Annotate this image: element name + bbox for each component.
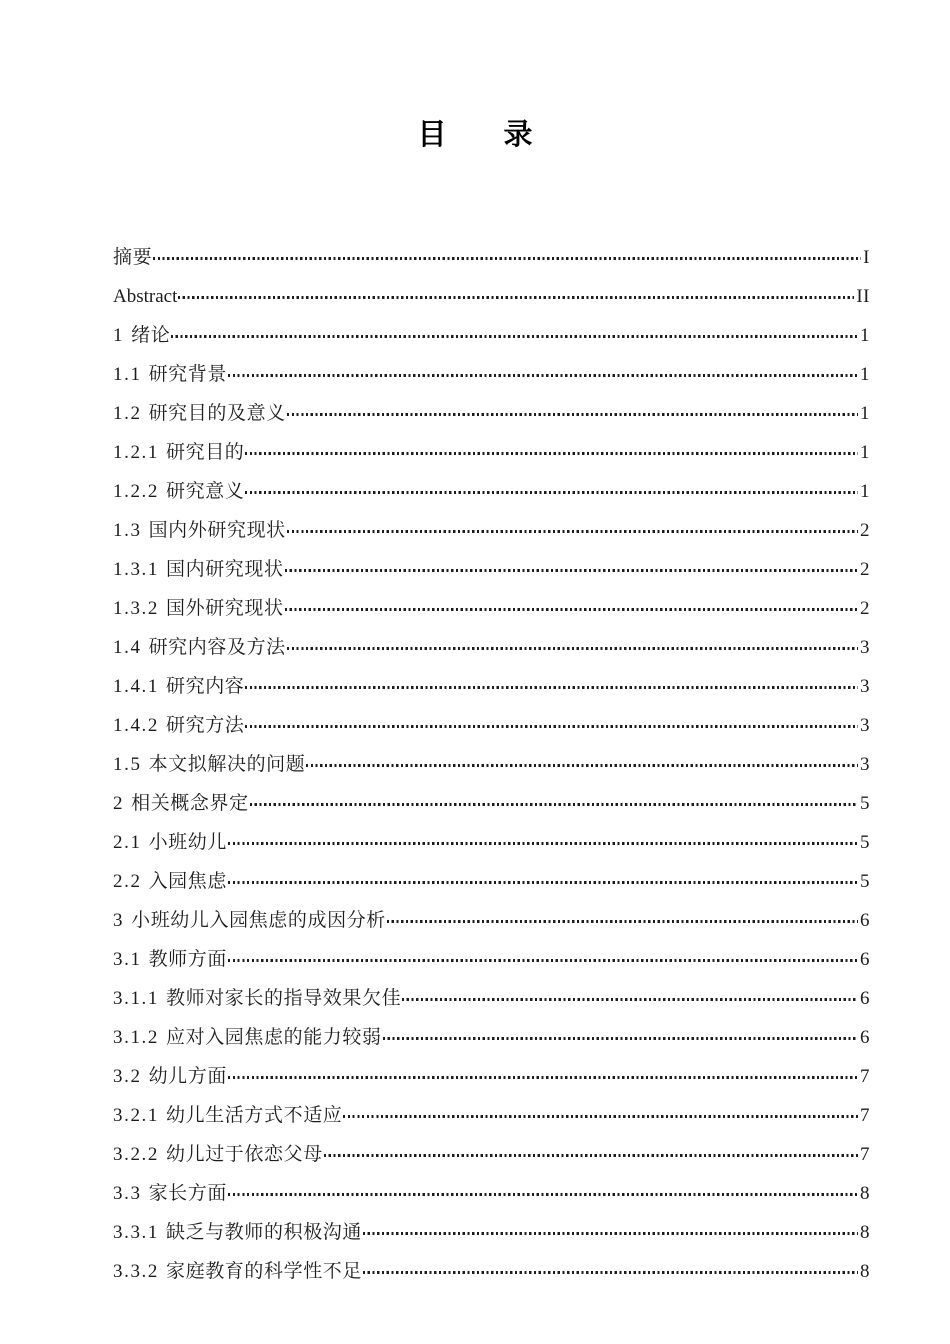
toc-entry[interactable] bbox=[113, 745, 870, 784]
toc-entry-text: 研究内容及方法 bbox=[148, 636, 286, 658]
toc-dot-leader bbox=[285, 595, 858, 614]
toc-entry-page-number: 3 bbox=[860, 676, 870, 697]
toc-entry-number: 1.3.1 bbox=[113, 559, 159, 580]
toc-entry[interactable] bbox=[113, 823, 870, 862]
toc-entry-page-number: 3 bbox=[860, 715, 870, 736]
toc-entry-label bbox=[113, 901, 386, 940]
toc-dot-leader bbox=[153, 244, 861, 263]
toc-entry-label bbox=[113, 862, 227, 901]
toc-entry-page-number: 5 bbox=[860, 871, 870, 892]
toc-entry-page-number: 1 bbox=[860, 481, 870, 502]
toc-entry-page-number: 1 bbox=[860, 364, 870, 385]
toc-entry-page-number: 1 bbox=[860, 403, 870, 424]
toc-entry-text: 教师方面 bbox=[148, 948, 227, 970]
toc-entry-text: 缺乏与教师的积极沟通 bbox=[166, 1221, 363, 1243]
toc-dot-leader bbox=[287, 634, 858, 653]
toc-entry-number: 2.1 bbox=[113, 832, 142, 853]
toc-entry-number: 1.4 bbox=[113, 637, 142, 658]
toc-entry-page-number: 2 bbox=[860, 559, 870, 580]
toc-entry-number: 3 bbox=[113, 910, 125, 931]
toc-entry-number: 1.2.1 bbox=[113, 442, 159, 463]
toc-entry-number: 3.3.2 bbox=[113, 1261, 159, 1282]
toc-dot-leader bbox=[228, 361, 858, 380]
toc-entry-label bbox=[113, 823, 227, 862]
toc-entry-page-number: 7 bbox=[860, 1066, 870, 1087]
toc-entry-page-number: 6 bbox=[860, 949, 870, 970]
toc-entry-number: 2.2 bbox=[113, 871, 142, 892]
toc-entry-text: 研究目的及意义 bbox=[148, 402, 286, 424]
toc-entry-page-number: 2 bbox=[860, 520, 870, 541]
toc-entry-label bbox=[113, 979, 401, 1018]
toc-dot-leader bbox=[343, 1102, 858, 1121]
toc-entry-text: 研究意义 bbox=[166, 480, 245, 502]
toc-entry-page-number: II bbox=[856, 286, 870, 307]
toc-entry[interactable] bbox=[113, 862, 870, 901]
toc-entry-label bbox=[113, 1174, 227, 1213]
toc-entry[interactable] bbox=[113, 550, 870, 589]
toc-entry-page-number: 7 bbox=[860, 1144, 870, 1165]
toc-entry-number: 3.2.1 bbox=[113, 1105, 159, 1126]
toc-entry-label bbox=[113, 1213, 362, 1252]
page-title: 目 录 bbox=[417, 117, 547, 151]
toc-entry-text: 相关概念界定 bbox=[131, 792, 249, 814]
toc-entry-label bbox=[113, 1096, 342, 1135]
toc-dot-leader bbox=[228, 1180, 858, 1199]
toc-entry[interactable] bbox=[113, 628, 870, 667]
toc-entry[interactable] bbox=[113, 394, 870, 433]
toc-entry-label bbox=[113, 940, 227, 979]
toc-entry-page-number: 6 bbox=[860, 910, 870, 931]
toc-entry-page-number: 1 bbox=[860, 442, 870, 463]
toc-entry-page-number: 7 bbox=[860, 1105, 870, 1126]
toc-entry-number: 1.2 bbox=[113, 403, 142, 424]
toc-entry[interactable] bbox=[113, 1018, 870, 1057]
toc-entry-number: 3.1.1 bbox=[113, 988, 159, 1009]
toc-dot-leader bbox=[228, 829, 858, 848]
toc-entry[interactable] bbox=[113, 1174, 870, 1213]
toc-entry-text: 研究内容 bbox=[166, 675, 245, 697]
toc-entry-text: 本文拟解决的问题 bbox=[148, 753, 306, 775]
toc-entry-text: 幼儿方面 bbox=[148, 1065, 227, 1087]
toc-entry-page-number: 3 bbox=[860, 754, 870, 775]
toc-entry[interactable] bbox=[113, 1057, 870, 1096]
toc-entry-label bbox=[113, 472, 244, 511]
table-of-contents bbox=[113, 238, 870, 1291]
toc-dot-leader bbox=[402, 985, 858, 1004]
toc-entry-text: 家庭教育的科学性不足 bbox=[166, 1260, 363, 1282]
toc-entry-page-number: 3 bbox=[860, 637, 870, 658]
toc-dot-leader bbox=[245, 712, 858, 731]
toc-entry[interactable] bbox=[113, 472, 870, 511]
toc-entry[interactable] bbox=[113, 1135, 870, 1174]
toc-dot-leader bbox=[228, 868, 858, 887]
toc-dot-leader bbox=[245, 439, 858, 458]
toc-entry-number: 1.4.1 bbox=[113, 676, 159, 697]
toc-entry-page-number: 8 bbox=[860, 1261, 870, 1282]
toc-entry-label bbox=[113, 355, 227, 394]
toc-dot-leader bbox=[363, 1219, 858, 1238]
toc-entry-page-number: 8 bbox=[860, 1222, 870, 1243]
toc-entry-text: 应对入园焦虑的能力较弱 bbox=[166, 1026, 382, 1048]
toc-entry-number: 3.1 bbox=[113, 949, 142, 970]
toc-entry-page-number: 8 bbox=[860, 1183, 870, 1204]
toc-entry-label bbox=[113, 745, 305, 784]
toc-entry-page-number: 5 bbox=[860, 832, 870, 853]
toc-entry[interactable] bbox=[113, 433, 870, 472]
toc-entry[interactable] bbox=[113, 589, 870, 628]
toc-entry-text: 国内研究现状 bbox=[166, 558, 284, 580]
toc-entry-text: 幼儿过于依恋父母 bbox=[166, 1143, 323, 1165]
toc-entry-label bbox=[113, 628, 286, 667]
toc-entry-text: 幼儿生活方式不适应 bbox=[166, 1104, 343, 1126]
toc-entry-label bbox=[113, 1057, 227, 1096]
toc-entry[interactable] bbox=[113, 316, 870, 355]
toc-entry-text: 小班幼儿 bbox=[148, 831, 227, 853]
toc-entry-text: 小班幼儿入园焦虑的成因分析 bbox=[131, 909, 386, 931]
toc-entry-text: 研究方法 bbox=[166, 714, 245, 736]
toc-entry-label bbox=[113, 511, 286, 550]
toc-dot-leader bbox=[383, 1024, 858, 1043]
toc-entry-text: Abstract bbox=[113, 286, 178, 307]
toc-entry-label bbox=[113, 784, 249, 823]
toc-entry-number: 3.3 bbox=[113, 1183, 142, 1204]
toc-dot-leader bbox=[387, 907, 858, 926]
toc-entry[interactable] bbox=[113, 1213, 870, 1252]
toc-entry-label bbox=[113, 433, 244, 472]
toc-entry[interactable] bbox=[113, 1252, 870, 1291]
toc-entry-number: 3.2 bbox=[113, 1066, 142, 1087]
toc-entry[interactable] bbox=[113, 667, 870, 706]
toc-entry-page-number: I bbox=[863, 247, 870, 268]
toc-entry-text: 研究目的 bbox=[166, 441, 245, 463]
toc-entry-label bbox=[113, 706, 244, 745]
toc-entry-text: 国外研究现状 bbox=[166, 597, 284, 619]
toc-entry-label bbox=[113, 550, 284, 589]
toc-entry[interactable] bbox=[113, 1096, 870, 1135]
toc-dot-leader bbox=[287, 517, 858, 536]
toc-entry-number: 1.5 bbox=[113, 754, 142, 775]
toc-entry-text: 摘要 bbox=[113, 246, 153, 268]
toc-entry-label bbox=[113, 316, 170, 355]
toc-entry[interactable] bbox=[113, 940, 870, 979]
toc-entry-number: 1.4.2 bbox=[113, 715, 159, 736]
toc-entry[interactable] bbox=[113, 784, 870, 823]
toc-entry-number: 1.3.2 bbox=[113, 598, 159, 619]
toc-entry-number: 1 bbox=[113, 325, 125, 346]
toc-dot-leader bbox=[285, 556, 858, 575]
toc-entry-label bbox=[113, 1135, 323, 1174]
toc-entry-text: 国内外研究现状 bbox=[148, 519, 286, 541]
toc-dot-leader bbox=[363, 1258, 858, 1277]
toc-entry-label bbox=[113, 238, 152, 277]
toc-entry-label bbox=[113, 589, 284, 628]
toc-entry[interactable] bbox=[113, 355, 870, 394]
toc-entry[interactable] bbox=[113, 511, 870, 550]
toc-dot-leader bbox=[171, 322, 858, 341]
toc-entry-text: 绪论 bbox=[131, 324, 171, 346]
toc-dot-leader bbox=[245, 478, 858, 497]
toc-entry-page-number: 1 bbox=[860, 325, 870, 346]
toc-entry-number: 3.1.2 bbox=[113, 1027, 159, 1048]
toc-dot-leader bbox=[306, 751, 858, 770]
toc-entry[interactable] bbox=[113, 901, 870, 940]
toc-entry-page-number: 2 bbox=[860, 598, 870, 619]
toc-entry-label bbox=[113, 1252, 362, 1291]
toc-entry-page-number: 6 bbox=[860, 988, 870, 1009]
toc-entry-text: 教师对家长的指导效果欠佳 bbox=[166, 987, 402, 1009]
toc-dot-leader bbox=[250, 790, 858, 809]
toc-dot-leader bbox=[228, 946, 858, 965]
toc-dot-leader bbox=[228, 1063, 858, 1082]
toc-entry-number: 2 bbox=[113, 793, 125, 814]
toc-entry-label bbox=[113, 1018, 382, 1057]
toc-entry-label bbox=[113, 394, 286, 433]
toc-dot-leader bbox=[245, 673, 858, 692]
toc-entry-text: 入园焦虑 bbox=[148, 870, 227, 892]
toc-entry-text: 研究背景 bbox=[148, 363, 227, 385]
toc-entry-page-number: 5 bbox=[860, 793, 870, 814]
toc-entry-number: 1.1 bbox=[113, 364, 142, 385]
toc-entry-number: 3.3.1 bbox=[113, 1222, 159, 1243]
toc-entry-page-number: 6 bbox=[860, 1027, 870, 1048]
toc-entry-number: 3.2.2 bbox=[113, 1144, 159, 1165]
toc-entry-text: 家长方面 bbox=[148, 1182, 227, 1204]
toc-entry[interactable] bbox=[113, 979, 870, 1018]
toc-entry-number: 1.3 bbox=[113, 520, 142, 541]
toc-dot-leader bbox=[324, 1141, 858, 1160]
toc-entry-label bbox=[113, 277, 177, 316]
toc-entry[interactable] bbox=[113, 277, 870, 316]
toc-dot-leader bbox=[287, 400, 858, 419]
toc-entry[interactable] bbox=[113, 706, 870, 745]
toc-entry-number: 1.2.2 bbox=[113, 481, 159, 502]
toc-dot-leader bbox=[178, 283, 854, 302]
toc-entry-label bbox=[113, 667, 244, 706]
toc-entry[interactable] bbox=[113, 238, 870, 277]
